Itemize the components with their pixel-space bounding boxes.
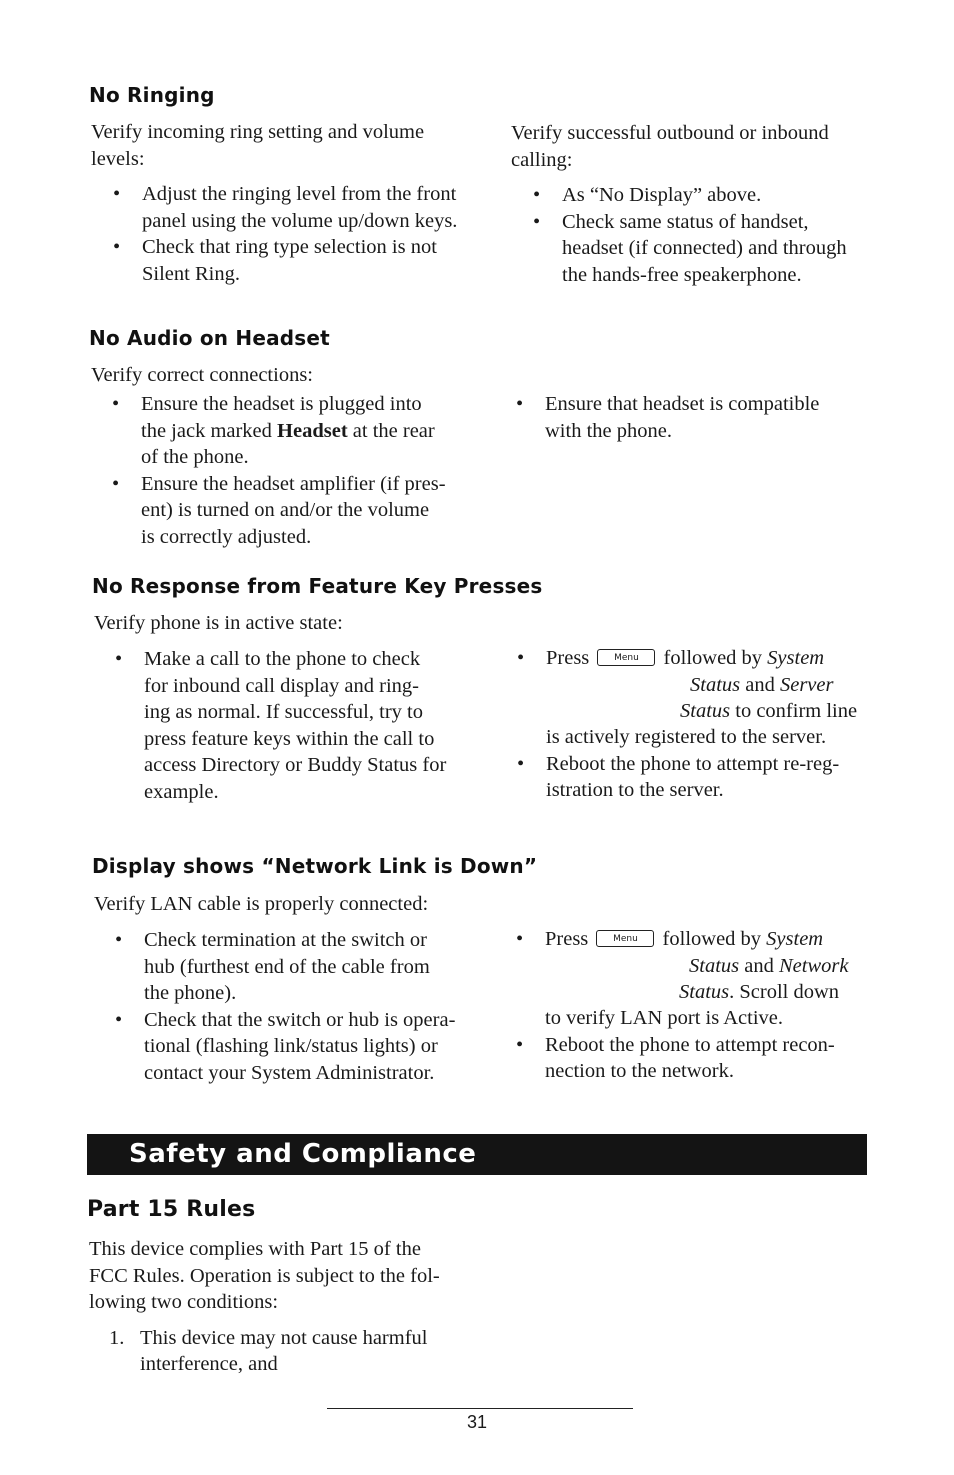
section-heading-network-down: Display shows “Network Link is Down” [92,854,538,878]
list-item: • Press Menu followed by System Status and Server Status to confirm line is actively registered to the server. [517,647,858,748]
no-response-right-column [495,645,895,804]
section-heading-no-audio: No Audio on Headset [89,326,330,350]
no-response-left-column [93,646,493,805]
intro-text: Verify correct connections: [91,364,313,386]
no-ringing-right-column [511,120,911,288]
list-item: • Press Menu followed by System Status and Network Status. Scroll down to verify LAN port is Active. [516,928,849,1029]
section-heading-no-ringing: No Ringing [89,83,215,107]
no-ringing-left-column [91,119,491,287]
list-item: • Ensure the headset is plugged into the jack marked Headset at the rear of the phone. [112,393,435,468]
menu-key-icon: Menu [596,930,654,947]
intro-text: This device complies with Part 15 of the FCC Rules. Operation is subject to the fol- lowing two conditions: [89,1238,440,1313]
list-item: • Reboot the phone to attempt re-reg- istration to the server. [517,752,840,801]
section-banner [87,1134,867,1175]
list-item: • Ensure the headset amplifier (if pres- ent) is turned on and/or the volume is correctly adjusted. [112,472,446,548]
list-item: • Reboot the phone to attempt recon- nection to the network. [516,1033,835,1082]
list-item: • Check termination at the switch or hub (furthest end of the cable from the phone). [115,929,430,1004]
list-item: • As “No Display” above. [533,184,762,206]
network-down-right-column [494,926,894,1085]
intro-text: Verify successful outbound or inbound calling: [511,122,829,171]
list-item: 1. This device may not cause harmful interference, and [109,1326,428,1375]
intro-text: Verify LAN cable is properly connected: [94,893,429,915]
part-15-column [89,1236,509,1378]
list-item: • Ensure that headset is compatible with the phone. [516,393,820,442]
no-audio-left-column [90,391,490,550]
section-heading-no-response: No Response from Feature Key Presses [92,574,543,598]
intro-text: Verify incoming ring setting and volume levels: [91,121,425,170]
list-item: • Check that the switch or hub is opera- tional (flashing link/status lights) or contact your System Administrator. [115,1008,456,1084]
intro-text: Verify phone is in active state: [94,612,343,634]
list-item: • Make a call to the phone to check for inbound call display and ring- ing as normal. If successful, try to press feature keys within the call to access Directory or Buddy Status for example. [115,648,447,803]
list-item: • Adjust the ringing level from the front panel using the volume up/down keys. [113,183,458,232]
list-item: • Check same status of handset, headset (if connected) and through the hands-free speakerphone. [533,210,847,286]
footer-rule [327,1408,633,1409]
no-audio-right-column [494,391,894,444]
menu-key-icon: Menu [597,649,655,666]
banner-title: Safety and Compliance [129,1139,477,1169]
network-down-left-column [93,927,493,1086]
page-number: 31 [466,1412,488,1432]
list-item: • Check that ring type selection is not Silent Ring. [113,236,437,285]
subheading-part-15: Part 15 Rules [87,1197,256,1222]
